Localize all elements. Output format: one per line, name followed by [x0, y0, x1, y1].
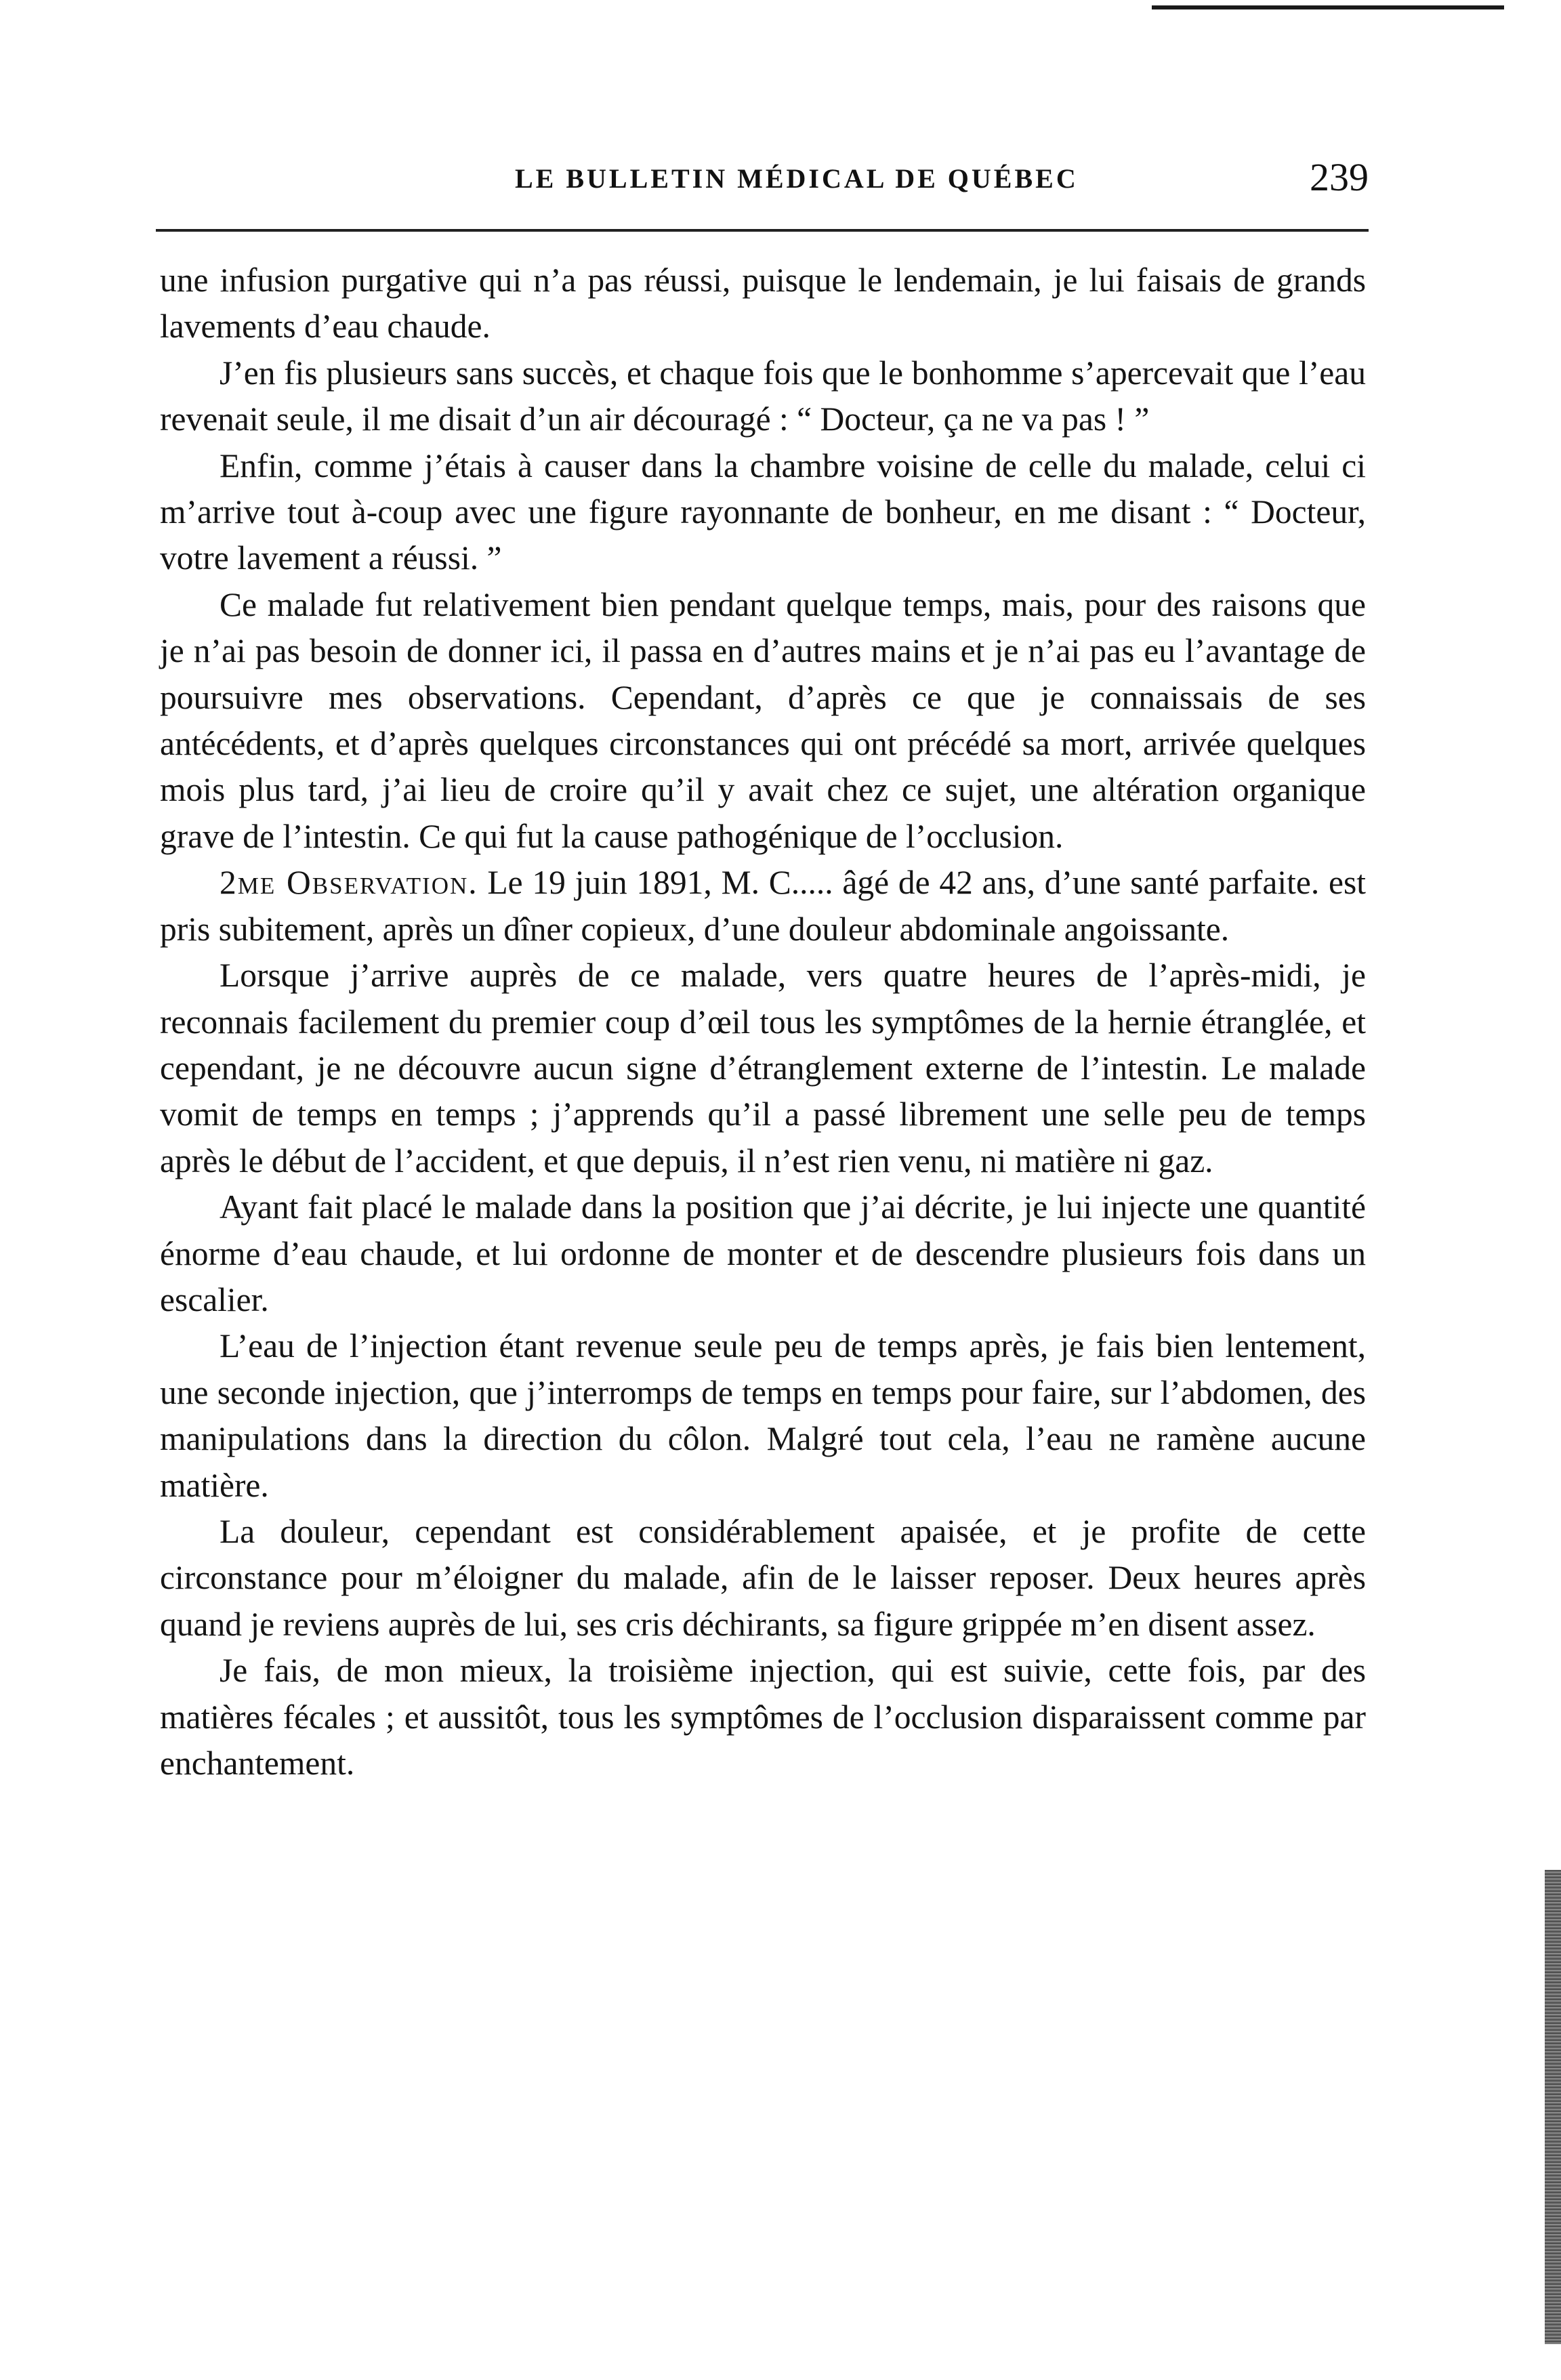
paragraph-10: Je fais, de mon mieux, la troisième injection, qui est suivie, cette fois, par des matières fécales ; et aussitôt, tous les symptômes de l’occlusion disparaissent comme par enchantement. — [160, 1652, 1366, 1782]
top-edge-rule — [1152, 5, 1504, 9]
paragraph-2: J’en fis plusieurs sans succès, et chaque fois que le bonhomme s’apercevait que l’eau revenait seule, il me disait d’un air découragé : “ Docteur, ça ne va pas ! ” — [160, 354, 1366, 438]
page-header — [156, 154, 1369, 209]
paragraph-5 — [160, 860, 1366, 953]
observation-heading: 2me Observation. — [220, 864, 478, 902]
running-title: LE BULLETIN MÉDICAL DE QUÉBEC — [515, 163, 1079, 194]
paragraph-6: Lorsque j’arrive auprès de ce malade, vers quatre heures de l’après-midi, je reconnais facilement du premier coup d’œil tous les symptômes de la hernie étranglée, et cependant, je ne découvre aucun signe d’étranglement externe de l’intestin. Le malade vomit de temps en temps ; j’apprends qu’il a passé librement une selle peu de temps après le début de l’accident, et que depuis, il n’est rien venu, ni matière ni gaz. — [160, 957, 1366, 1179]
paragraph-9: La douleur, cependant est considérablement apaisée, et je profite de cette circonstance pour m’éloigner du malade, afin de le laisser reposer. Deux heures après quand je reviens auprès de lui, ses cris déchirants, sa figure grippée m’en disent assez. — [160, 1512, 1366, 1643]
paragraph-8: L’eau de l’injection étant revenue seule peu de temps après, je fais bien lentement, une seconde injection, que j’interromps de temps en temps pour faire, sur l’abdomen, des manipulations dans la direction du côlon. Malgré tout cela, l’eau ne ramène aucune matière. — [160, 1327, 1366, 1504]
paragraph-7: Ayant fait placé le malade dans la position que j’ai décrite, je lui injecte une quantité énorme d’eau chaude, et lui ordonne de monter et de descendre plusieurs fois dans un escalier. — [160, 1188, 1366, 1318]
paragraph-4: Ce malade fut relativement bien pendant quelque temps, mais, pour des raisons que je n’ai pas besoin de donner ici, il passa en d’autres mains et je n’ai pas eu l’avantage de poursuivre mes observations. Cependant, d’après ce que je connaissais de ses antécédents, et d’après quelques circonstances qui ont précédé sa mort, arrivée quelques mois plus tard, j’ai lieu de croire qu’il y avait chez ce sujet, une altération organique grave de l’intestin. Ce qui fut la cause pathogénique de l’occlusion. — [160, 585, 1366, 855]
header-rule — [156, 229, 1369, 232]
observation-text: Le 19 juin 1891, M. C..... âgé de 42 ans, d’une santé parfaite. est pris subitement, après un dîner copieux, d’une douleur abdominale angoissante. — [160, 864, 1366, 948]
scan-edge-noise — [1545, 1870, 1561, 2344]
paragraph-1: une infusion purgative qui n’a pas réussi, puisque le lendemain, je lui faisais de grands lavements d’eau chaude. — [160, 262, 1366, 346]
paragraph-3: Enfin, comme j’étais à causer dans la chambre voisine de celle du malade, celui ci m’arrive tout à-coup avec une figure rayonnante de bonheur, en me disant : “ Docteur, votre lavement a réussi. ” — [160, 446, 1366, 577]
page-number: 239 — [1310, 155, 1369, 199]
article-body — [160, 257, 1366, 1787]
